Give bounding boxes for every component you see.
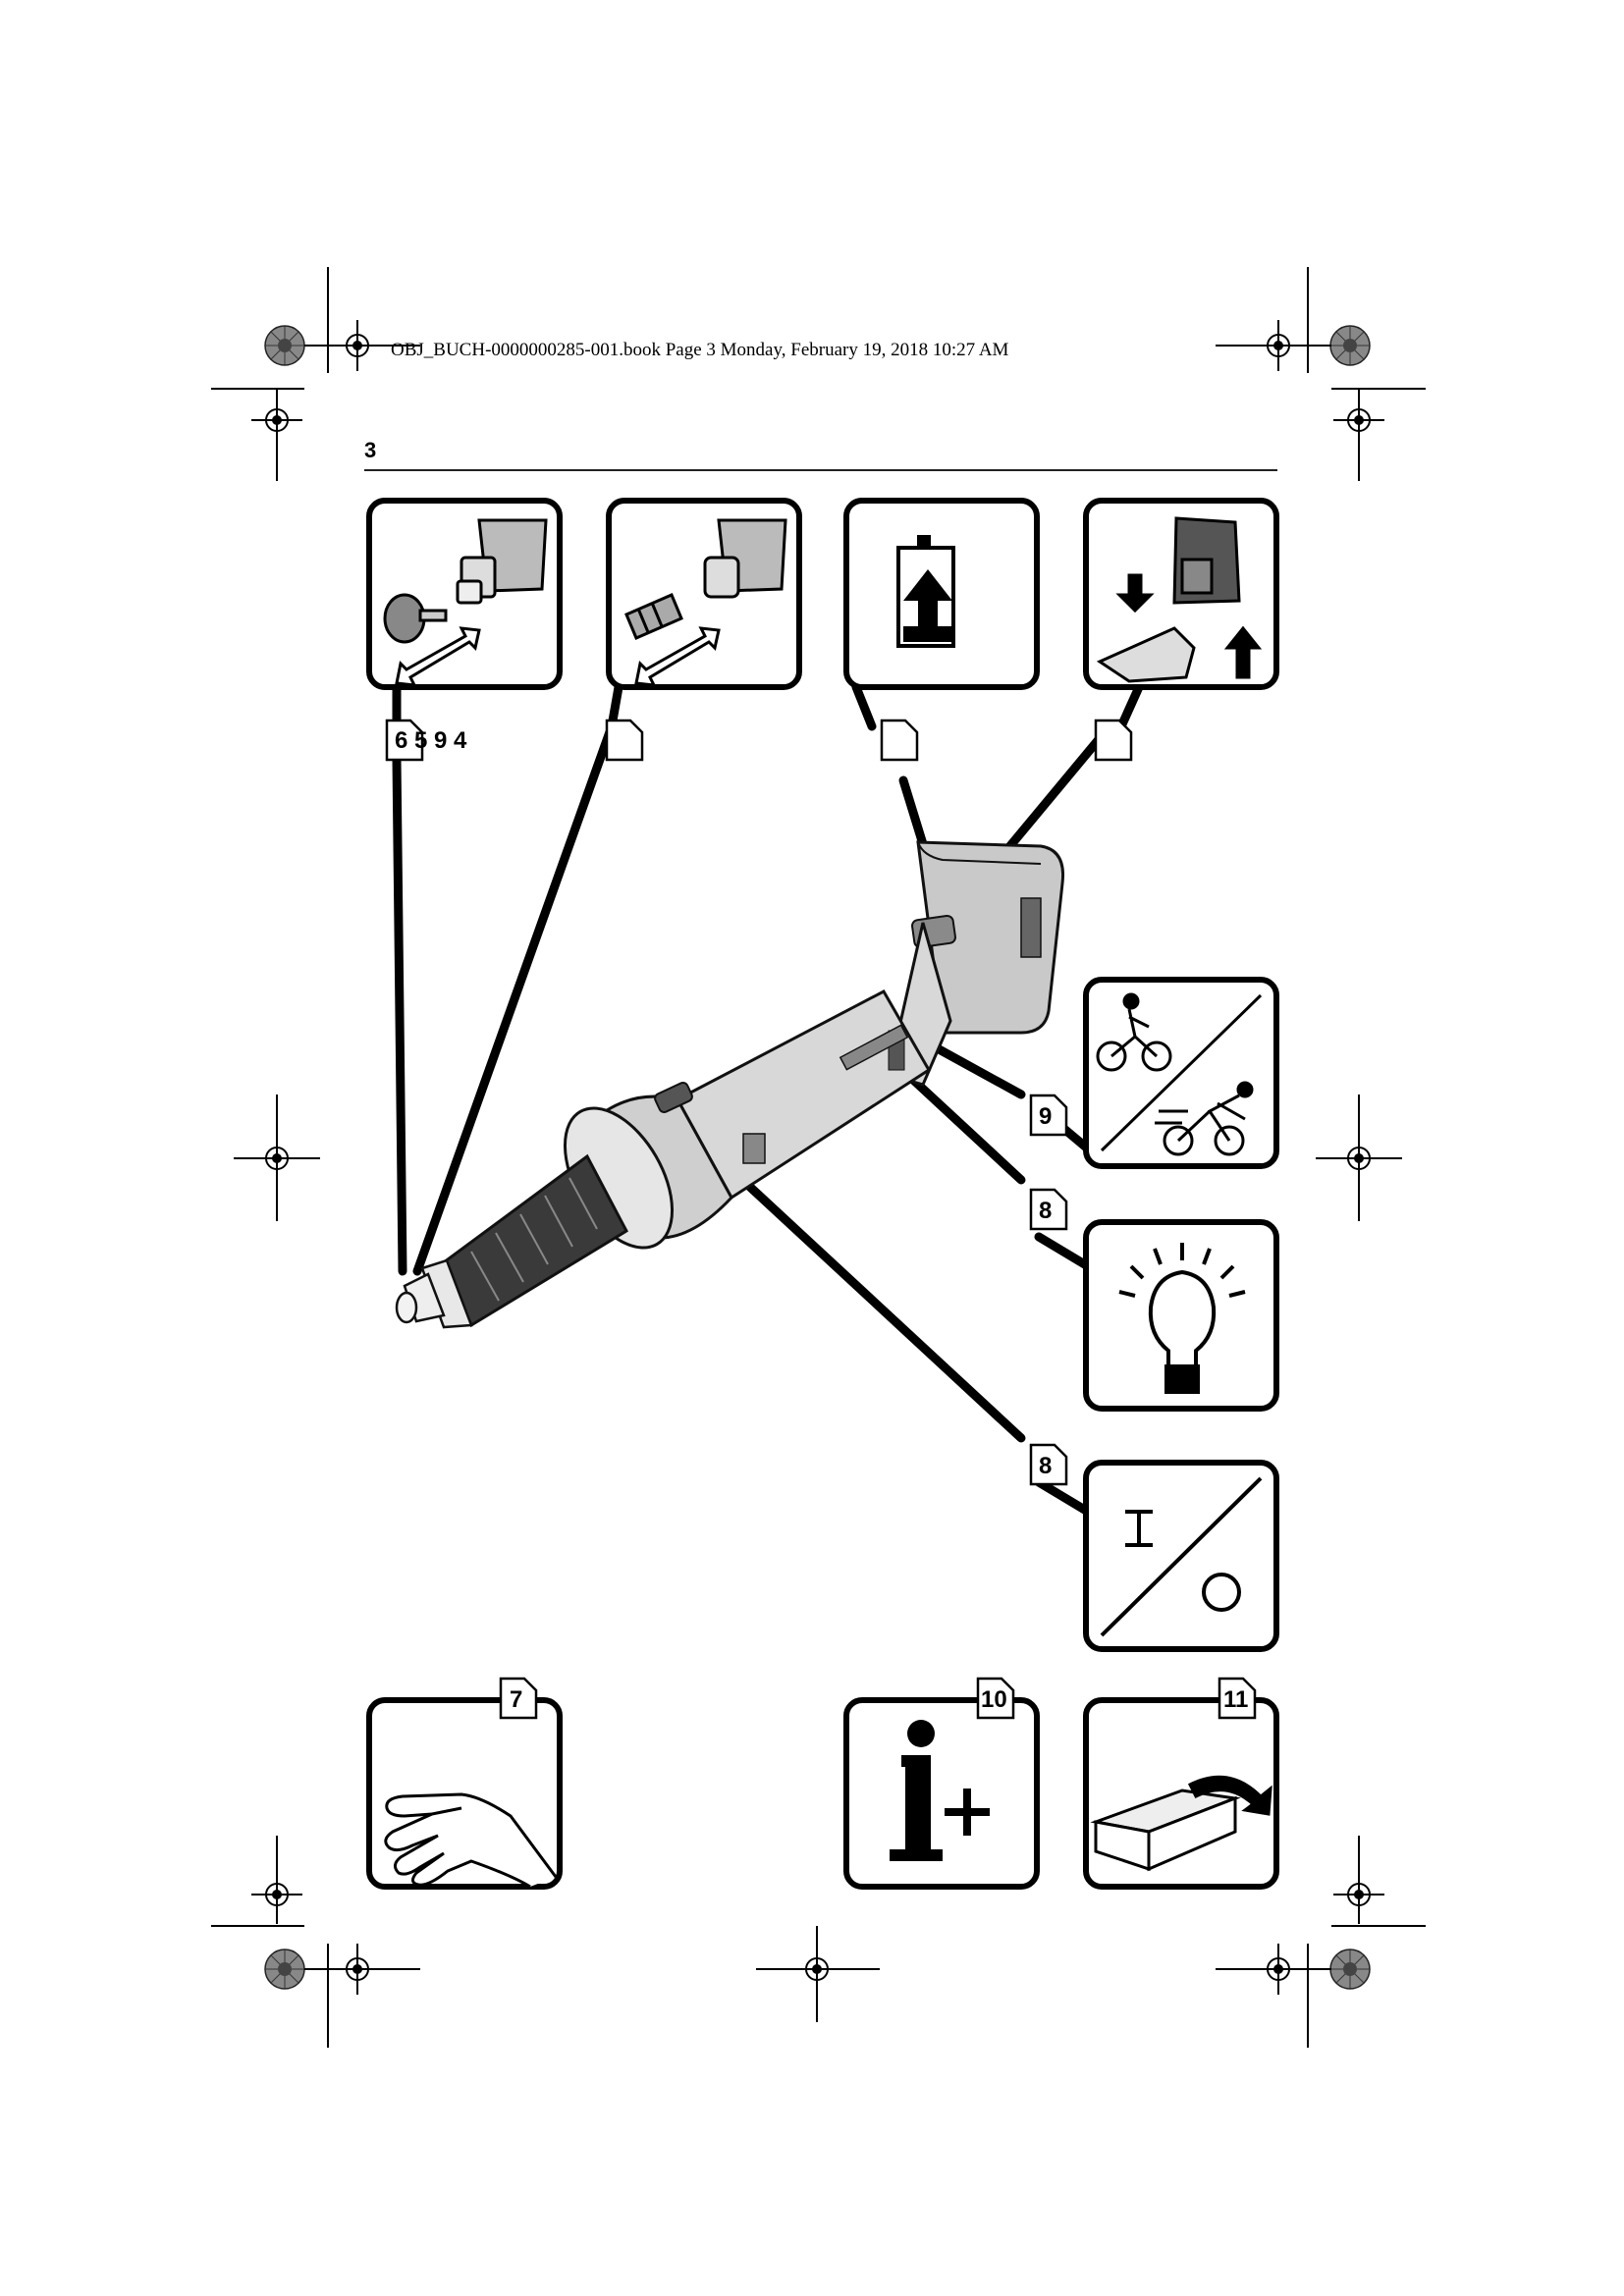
ref-mounting: 6 5 9 4: [395, 727, 467, 754]
page-number: 3: [364, 438, 377, 462]
ref-accessories: 11: [1223, 1686, 1249, 1713]
ref-switch: 8: [1039, 1453, 1053, 1479]
ref-info: 10: [981, 1686, 1007, 1713]
battery-charge-icon: [898, 535, 953, 646]
ref-speed: 9: [1039, 1103, 1053, 1130]
print-header: OBJ_BUCH-0000000285-001.book Page 3 Monday, February 19, 2018 10:27 AM: [391, 340, 1009, 360]
ref-light: 8: [1039, 1198, 1053, 1224]
straight-grinder-illustration: [397, 842, 1063, 1327]
ref-gloves: 7: [510, 1686, 523, 1713]
